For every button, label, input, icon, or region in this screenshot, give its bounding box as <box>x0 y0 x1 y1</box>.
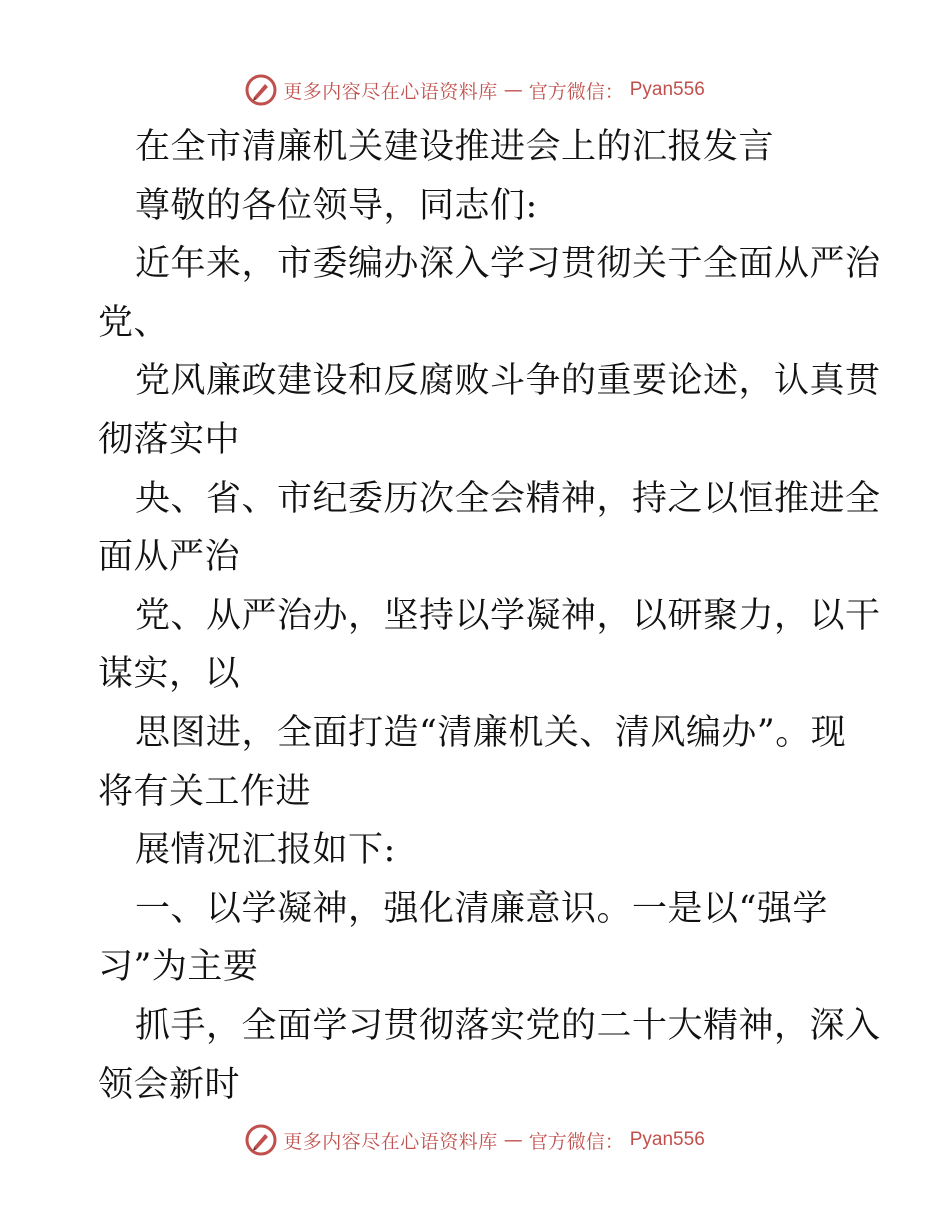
salutation: 尊敬的各位领导，同志们: <box>135 185 538 226</box>
body-line: 党、 <box>98 302 170 343</box>
body-line: 抓手，全面学习贯彻落实党的二十大精神，深入 <box>135 1005 881 1046</box>
watermark-wechat-label: 官方微信： <box>528 80 624 103</box>
watermark-wechat-id: Pyan556 <box>629 1129 705 1150</box>
watermark-main-text: 更多内容尽在心语资料库 <box>283 80 498 103</box>
document-title: 在全市清廉机关建设推进会上的汇报发言 <box>135 127 775 167</box>
body-line: 党、从严治办，坚持以学凝神，以研聚力，以干 <box>135 595 881 636</box>
body-line: 思图进，全面打造“清廉机关、清风编办”。现 <box>135 712 847 753</box>
watermark-main-text: 更多内容尽在心语资料库 <box>283 1130 498 1153</box>
footer-watermark <box>0 1122 950 1158</box>
body-line: 领会新时 <box>98 1064 241 1105</box>
watermark-wechat-label: 官方微信： <box>528 1130 624 1153</box>
watermark-wechat-id: Pyan556 <box>629 79 705 100</box>
header-watermark <box>0 72 950 108</box>
section-heading-line: 一、以学凝神，强化清廉意识。一是以“强学 <box>135 888 828 929</box>
watermark-dash: — <box>503 79 523 101</box>
body-line: 央、省、市纪委历次全会精神，持之以恒推进全 <box>135 478 881 519</box>
body-line: 面从严治 <box>98 537 241 578</box>
watermark-dash: — <box>503 1129 523 1151</box>
body-line: 近年来，市委编办深入学习贯彻关于全面从严治 <box>135 244 881 285</box>
body-line: 习”为主要 <box>98 947 259 988</box>
body-line: 党风廉政建设和反腐败斗争的重要论述，认真贯 <box>135 361 881 402</box>
body-line: 彻落实中 <box>98 419 241 460</box>
body-line: 谋实，以 <box>98 654 241 695</box>
pen-logo-icon <box>245 1124 277 1156</box>
body-line: 展情况汇报如下: <box>135 830 396 871</box>
body-line: 将有关工作进 <box>98 771 312 812</box>
pen-logo-icon <box>245 74 277 106</box>
document-body <box>98 118 881 1114</box>
